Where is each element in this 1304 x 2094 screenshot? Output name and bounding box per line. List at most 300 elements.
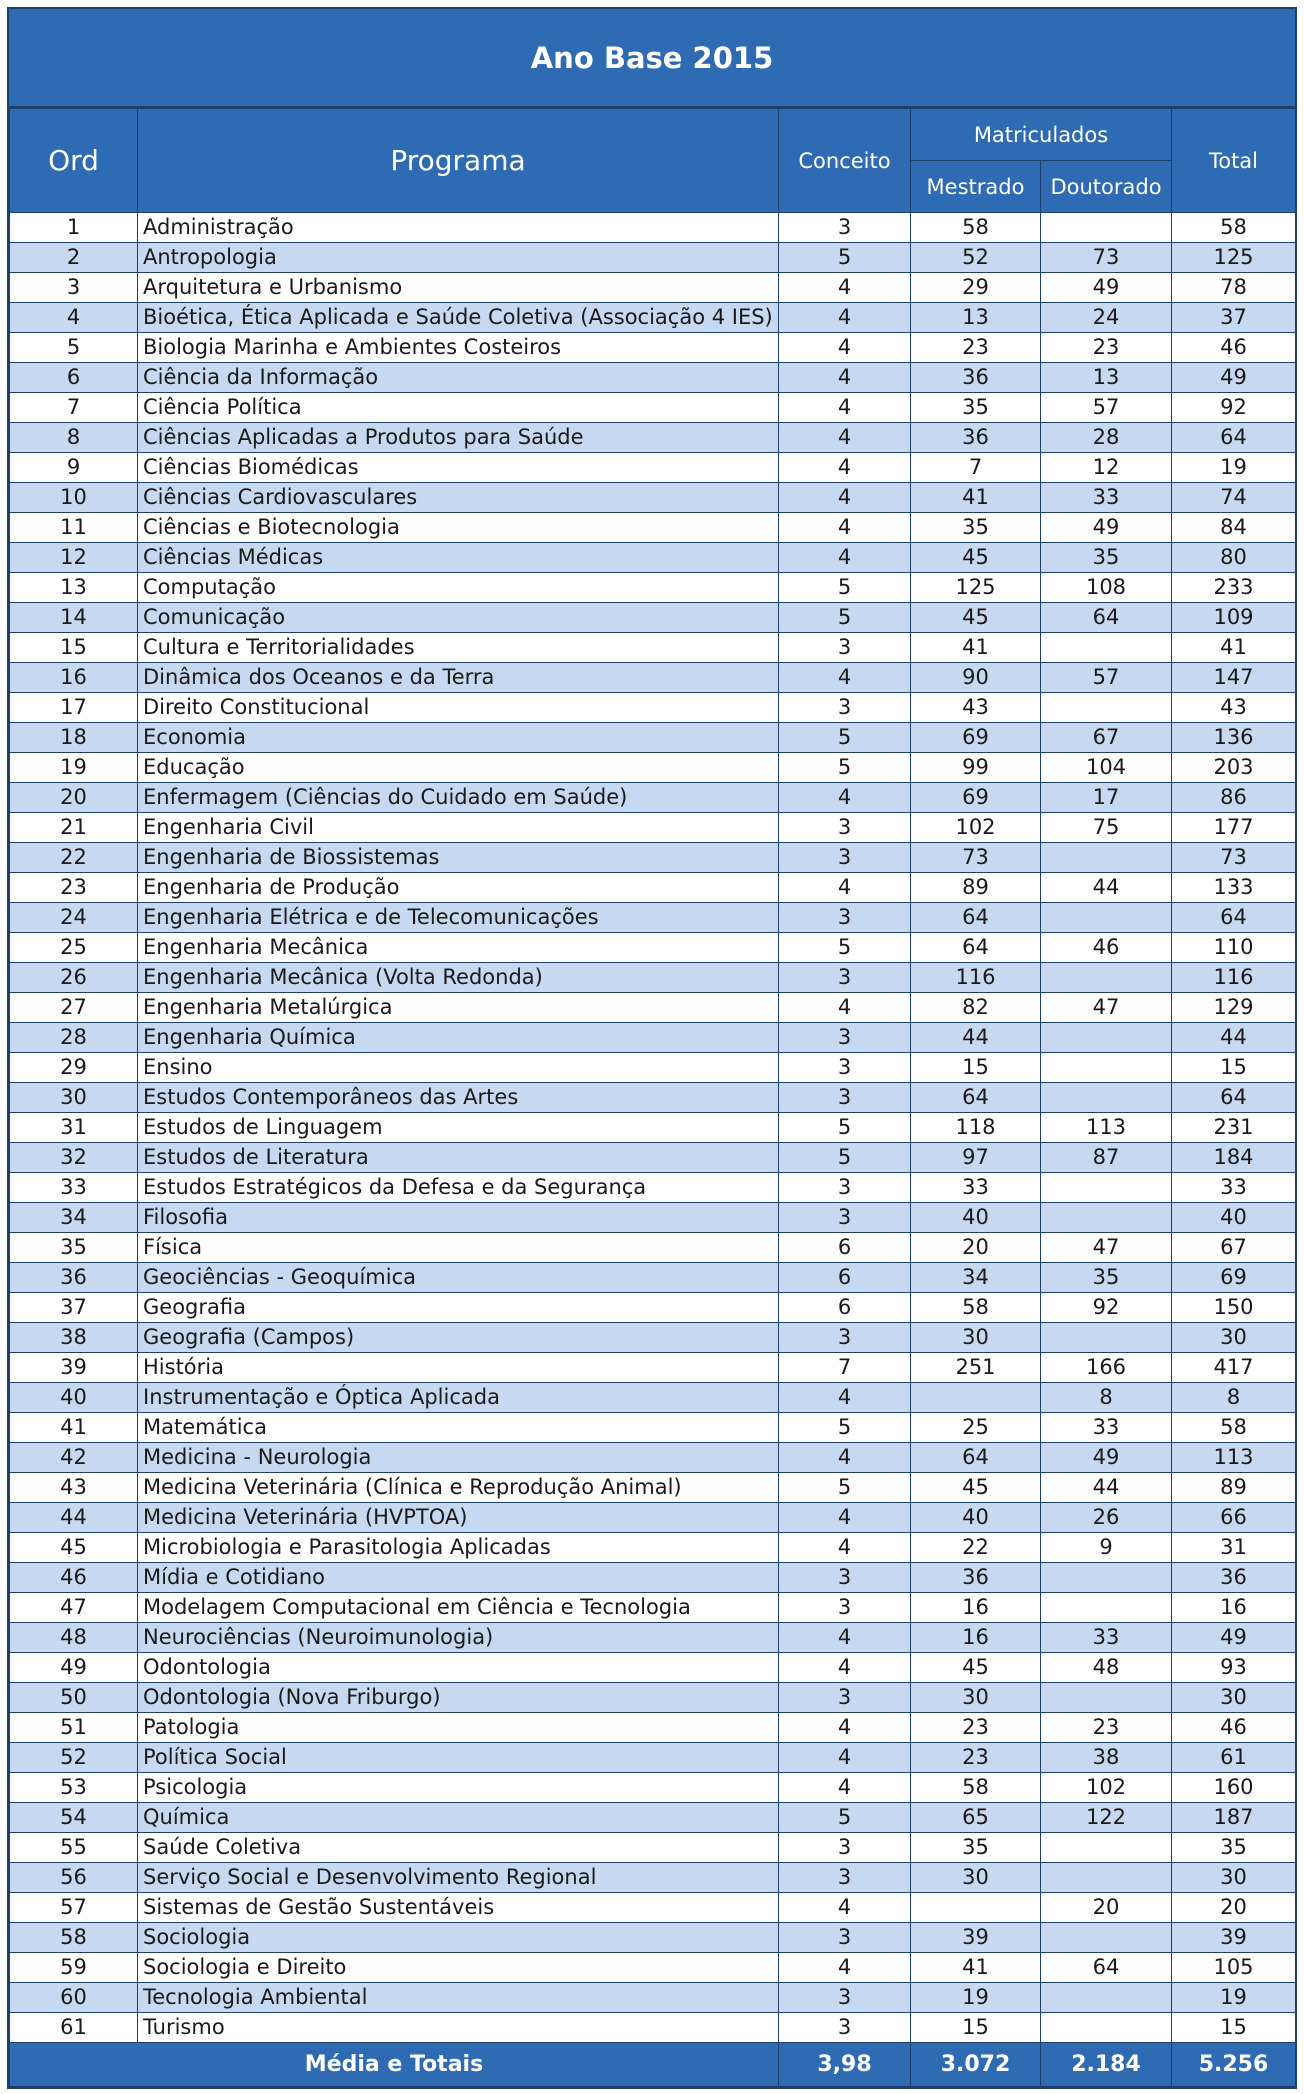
cell-mestrado [911, 1893, 1041, 1923]
cell-doutorado: 24 [1041, 303, 1172, 333]
cell-programa: Estudos de Literatura [138, 1143, 779, 1173]
cell-doutorado [1041, 1023, 1172, 1053]
cell-conceito: 6 [779, 1263, 911, 1293]
cell-conceito: 5 [779, 1143, 911, 1173]
cell-ord: 3 [10, 273, 138, 303]
cell-mestrado: 58 [911, 1773, 1041, 1803]
cell-ord: 27 [10, 993, 138, 1023]
table-row [10, 1443, 1296, 1473]
cell-total: 58 [1172, 1413, 1296, 1443]
cell-programa: Medicina - Neurologia [138, 1443, 779, 1473]
cell-mestrado: 41 [911, 483, 1041, 513]
cell-ord: 52 [10, 1743, 138, 1773]
cell-programa: Comunicação [138, 603, 779, 633]
cell-conceito: 3 [779, 1593, 911, 1623]
totals-conceito: 3,98 [779, 2043, 911, 2087]
cell-ord: 39 [10, 1353, 138, 1383]
cell-programa: Cultura e Territorialidades [138, 633, 779, 663]
cell-doutorado: 26 [1041, 1503, 1172, 1533]
cell-conceito: 3 [779, 1683, 911, 1713]
cell-total: 15 [1172, 1053, 1296, 1083]
cell-ord: 6 [10, 363, 138, 393]
cell-programa: Administração [138, 213, 779, 243]
cell-doutorado: 49 [1041, 1443, 1172, 1473]
cell-doutorado: 17 [1041, 783, 1172, 813]
table-row [10, 363, 1296, 393]
cell-programa: Bioética, Ética Aplicada e Saúde Coletiva (Associação 4 IES) [138, 303, 779, 333]
cell-ord: 11 [10, 513, 138, 543]
cell-doutorado: 49 [1041, 273, 1172, 303]
table-row [10, 1473, 1296, 1503]
cell-mestrado: 45 [911, 543, 1041, 573]
cell-mestrado: 36 [911, 423, 1041, 453]
table-row [10, 1833, 1296, 1863]
cell-programa: Engenharia Civil [138, 813, 779, 843]
header-doutorado: Doutorado [1041, 161, 1172, 213]
cell-conceito: 4 [779, 273, 911, 303]
table-row [10, 543, 1296, 573]
cell-conceito: 4 [779, 333, 911, 363]
table-row [10, 1593, 1296, 1623]
cell-conceito: 4 [779, 393, 911, 423]
cell-doutorado: 102 [1041, 1773, 1172, 1803]
cell-total: 33 [1172, 1173, 1296, 1203]
cell-conceito: 4 [779, 483, 911, 513]
cell-ord: 7 [10, 393, 138, 423]
cell-total: 233 [1172, 573, 1296, 603]
cell-total: 184 [1172, 1143, 1296, 1173]
table-row [10, 1863, 1296, 1893]
cell-doutorado: 46 [1041, 933, 1172, 963]
cell-conceito: 4 [779, 543, 911, 573]
cell-programa: Ciências e Biotecnologia [138, 513, 779, 543]
cell-programa: Enfermagem (Ciências do Cuidado em Saúde) [138, 783, 779, 813]
cell-doutorado: 75 [1041, 813, 1172, 843]
table-row [10, 1113, 1296, 1143]
cell-mestrado: 58 [911, 1293, 1041, 1323]
cell-mestrado: 102 [911, 813, 1041, 843]
cell-ord: 19 [10, 753, 138, 783]
cell-mestrado: 30 [911, 1323, 1041, 1353]
cell-programa: Engenharia Metalúrgica [138, 993, 779, 1023]
header-matriculados: Matriculados [911, 109, 1172, 161]
cell-ord: 25 [10, 933, 138, 963]
cell-mestrado: 82 [911, 993, 1041, 1023]
cell-mestrado: 45 [911, 1473, 1041, 1503]
cell-mestrado: 33 [911, 1173, 1041, 1203]
cell-ord: 53 [10, 1773, 138, 1803]
cell-conceito: 5 [779, 1413, 911, 1443]
cell-ord: 43 [10, 1473, 138, 1503]
cell-programa: Engenharia Mecânica [138, 933, 779, 963]
table-row [10, 573, 1296, 603]
cell-doutorado: 113 [1041, 1113, 1172, 1143]
cell-doutorado: 23 [1041, 1713, 1172, 1743]
header-programa: Programa [138, 109, 779, 213]
table-row [10, 1233, 1296, 1263]
cell-total: 105 [1172, 1953, 1296, 1983]
cell-doutorado: 20 [1041, 1893, 1172, 1923]
cell-programa: Patologia [138, 1713, 779, 1743]
cell-conceito: 5 [779, 1113, 911, 1143]
cell-conceito: 4 [779, 1503, 911, 1533]
table-row [10, 303, 1296, 333]
cell-ord: 36 [10, 1263, 138, 1293]
cell-mestrado: 39 [911, 1923, 1041, 1953]
cell-doutorado: 44 [1041, 873, 1172, 903]
cell-conceito: 6 [779, 1293, 911, 1323]
table-row [10, 423, 1296, 453]
cell-doutorado: 23 [1041, 333, 1172, 363]
cell-mestrado: 30 [911, 1863, 1041, 1893]
enrollment-table [9, 108, 1296, 2087]
table-row [10, 1293, 1296, 1323]
cell-doutorado: 44 [1041, 1473, 1172, 1503]
cell-total: 80 [1172, 543, 1296, 573]
cell-doutorado [1041, 1053, 1172, 1083]
cell-total: 84 [1172, 513, 1296, 543]
table-row [10, 1923, 1296, 1953]
cell-doutorado: 33 [1041, 483, 1172, 513]
cell-mestrado: 29 [911, 273, 1041, 303]
cell-ord: 41 [10, 1413, 138, 1443]
cell-total: 69 [1172, 1263, 1296, 1293]
table-row [10, 1143, 1296, 1173]
cell-doutorado [1041, 903, 1172, 933]
cell-conceito: 4 [779, 1533, 911, 1563]
cell-conceito: 3 [779, 1023, 911, 1053]
cell-total: 64 [1172, 903, 1296, 933]
cell-ord: 34 [10, 1203, 138, 1233]
totals-mestrado: 3.072 [911, 2043, 1041, 2087]
cell-programa: Estudos Contemporâneos das Artes [138, 1083, 779, 1113]
cell-doutorado [1041, 693, 1172, 723]
cell-ord: 58 [10, 1923, 138, 1953]
cell-programa: Mídia e Cotidiano [138, 1563, 779, 1593]
cell-ord: 46 [10, 1563, 138, 1593]
cell-doutorado [1041, 1173, 1172, 1203]
cell-programa: Instrumentação e Óptica Aplicada [138, 1383, 779, 1413]
cell-ord: 60 [10, 1983, 138, 2013]
cell-mestrado: 35 [911, 1833, 1041, 1863]
cell-doutorado: 35 [1041, 543, 1172, 573]
cell-total: 8 [1172, 1383, 1296, 1413]
cell-mestrado: 116 [911, 963, 1041, 993]
cell-ord: 13 [10, 573, 138, 603]
cell-ord: 44 [10, 1503, 138, 1533]
cell-doutorado: 13 [1041, 363, 1172, 393]
cell-mestrado: 41 [911, 1953, 1041, 1983]
cell-conceito: 4 [779, 783, 911, 813]
cell-total: 31 [1172, 1533, 1296, 1563]
cell-conceito: 4 [779, 363, 911, 393]
cell-conceito: 3 [779, 1563, 911, 1593]
cell-mestrado: 45 [911, 603, 1041, 633]
cell-ord: 54 [10, 1803, 138, 1833]
cell-doutorado [1041, 213, 1172, 243]
cell-ord: 61 [10, 2013, 138, 2043]
cell-mestrado: 41 [911, 633, 1041, 663]
table-row [10, 513, 1296, 543]
cell-doutorado: 92 [1041, 1293, 1172, 1323]
cell-ord: 49 [10, 1653, 138, 1683]
cell-mestrado: 35 [911, 513, 1041, 543]
cell-doutorado [1041, 1923, 1172, 1953]
cell-programa: Ciência da Informação [138, 363, 779, 393]
cell-programa: Sociologia [138, 1923, 779, 1953]
cell-doutorado [1041, 963, 1172, 993]
cell-conceito: 4 [779, 663, 911, 693]
cell-doutorado: 9 [1041, 1533, 1172, 1563]
cell-total: 36 [1172, 1563, 1296, 1593]
table-row [10, 1953, 1296, 1983]
cell-conceito: 7 [779, 1353, 911, 1383]
cell-conceito: 5 [779, 573, 911, 603]
cell-mestrado: 43 [911, 693, 1041, 723]
cell-programa: Geografia (Campos) [138, 1323, 779, 1353]
table-row [10, 1563, 1296, 1593]
cell-mestrado: 16 [911, 1593, 1041, 1623]
cell-total: 30 [1172, 1683, 1296, 1713]
cell-mestrado: 69 [911, 723, 1041, 753]
cell-conceito: 3 [779, 633, 911, 663]
cell-conceito: 5 [779, 603, 911, 633]
table-row [10, 453, 1296, 483]
cell-ord: 12 [10, 543, 138, 573]
cell-conceito: 3 [779, 843, 911, 873]
cell-conceito: 3 [779, 2013, 911, 2043]
cell-total: 417 [1172, 1353, 1296, 1383]
table-row [10, 873, 1296, 903]
cell-mestrado: 15 [911, 1053, 1041, 1083]
page-title: Ano Base 2015 [9, 9, 1295, 108]
cell-programa: Ensino [138, 1053, 779, 1083]
cell-ord: 24 [10, 903, 138, 933]
cell-conceito: 3 [779, 1173, 911, 1203]
cell-total: 20 [1172, 1893, 1296, 1923]
table-row [10, 1893, 1296, 1923]
cell-conceito: 3 [779, 1923, 911, 1953]
table-row [10, 1713, 1296, 1743]
cell-mestrado: 16 [911, 1623, 1041, 1653]
cell-total: 15 [1172, 2013, 1296, 2043]
cell-programa: Educação [138, 753, 779, 783]
table-row [10, 843, 1296, 873]
table-row [10, 663, 1296, 693]
cell-ord: 33 [10, 1173, 138, 1203]
cell-total: 116 [1172, 963, 1296, 993]
cell-mestrado: 118 [911, 1113, 1041, 1143]
cell-total: 40 [1172, 1203, 1296, 1233]
cell-programa: Dinâmica dos Oceanos e da Terra [138, 663, 779, 693]
cell-total: 136 [1172, 723, 1296, 753]
cell-total: 93 [1172, 1653, 1296, 1683]
cell-doutorado [1041, 1683, 1172, 1713]
cell-mestrado: 20 [911, 1233, 1041, 1263]
cell-conceito: 4 [779, 303, 911, 333]
table-row [10, 1803, 1296, 1833]
cell-ord: 2 [10, 243, 138, 273]
header-total: Total [1172, 109, 1296, 213]
cell-conceito: 4 [779, 453, 911, 483]
table-row [10, 813, 1296, 843]
cell-total: 160 [1172, 1773, 1296, 1803]
cell-programa: Sistemas de Gestão Sustentáveis [138, 1893, 779, 1923]
cell-mestrado [911, 1383, 1041, 1413]
cell-conceito: 3 [779, 693, 911, 723]
cell-programa: Ciências Biomédicas [138, 453, 779, 483]
cell-doutorado: 57 [1041, 393, 1172, 423]
cell-total: 46 [1172, 1713, 1296, 1743]
cell-mestrado: 34 [911, 1263, 1041, 1293]
cell-programa: Direito Constitucional [138, 693, 779, 723]
table-row [10, 1683, 1296, 1713]
cell-total: 64 [1172, 1083, 1296, 1113]
cell-programa: Estudos de Linguagem [138, 1113, 779, 1143]
cell-programa: Física [138, 1233, 779, 1263]
cell-total: 150 [1172, 1293, 1296, 1323]
cell-mestrado: 40 [911, 1503, 1041, 1533]
cell-ord: 14 [10, 603, 138, 633]
enrollment-table-sheet [7, 7, 1297, 2089]
cell-doutorado [1041, 843, 1172, 873]
cell-doutorado [1041, 1323, 1172, 1353]
cell-ord: 59 [10, 1953, 138, 1983]
cell-total: 41 [1172, 633, 1296, 663]
cell-doutorado: 12 [1041, 453, 1172, 483]
cell-programa: Engenharia Mecânica (Volta Redonda) [138, 963, 779, 993]
cell-mestrado: 44 [911, 1023, 1041, 1053]
table-row [10, 1413, 1296, 1443]
cell-doutorado: 33 [1041, 1413, 1172, 1443]
cell-conceito: 3 [779, 213, 911, 243]
cell-programa: Tecnologia Ambiental [138, 1983, 779, 2013]
cell-ord: 10 [10, 483, 138, 513]
cell-total: 46 [1172, 333, 1296, 363]
cell-total: 129 [1172, 993, 1296, 1023]
cell-ord: 4 [10, 303, 138, 333]
cell-total: 78 [1172, 273, 1296, 303]
table-row [10, 993, 1296, 1023]
cell-programa: Antropologia [138, 243, 779, 273]
table-row [10, 1533, 1296, 1563]
cell-programa: Neurociências (Neuroimunologia) [138, 1623, 779, 1653]
table-row [10, 933, 1296, 963]
cell-mestrado: 25 [911, 1413, 1041, 1443]
table-row [10, 1053, 1296, 1083]
cell-conceito: 3 [779, 1863, 911, 1893]
table-row [10, 393, 1296, 423]
cell-conceito: 4 [779, 423, 911, 453]
cell-ord: 28 [10, 1023, 138, 1053]
cell-mestrado: 64 [911, 1443, 1041, 1473]
cell-programa: Computação [138, 573, 779, 603]
cell-programa: Ciência Política [138, 393, 779, 423]
cell-ord: 48 [10, 1623, 138, 1653]
cell-programa: História [138, 1353, 779, 1383]
table-row [10, 903, 1296, 933]
cell-doutorado: 49 [1041, 513, 1172, 543]
cell-conceito: 4 [779, 873, 911, 903]
cell-ord: 23 [10, 873, 138, 903]
cell-ord: 56 [10, 1863, 138, 1893]
table-row [10, 1323, 1296, 1353]
cell-programa: Geografia [138, 1293, 779, 1323]
cell-programa: Engenharia Química [138, 1023, 779, 1053]
cell-doutorado: 33 [1041, 1623, 1172, 1653]
cell-ord: 32 [10, 1143, 138, 1173]
cell-mestrado: 251 [911, 1353, 1041, 1383]
cell-programa: Geociências - Geoquímica [138, 1263, 779, 1293]
cell-total: 177 [1172, 813, 1296, 843]
cell-doutorado: 73 [1041, 243, 1172, 273]
cell-programa: Odontologia [138, 1653, 779, 1683]
table-row [10, 333, 1296, 363]
cell-mestrado: 125 [911, 573, 1041, 603]
table-row [10, 753, 1296, 783]
cell-conceito: 4 [779, 1773, 911, 1803]
cell-mestrado: 7 [911, 453, 1041, 483]
cell-conceito: 3 [779, 813, 911, 843]
cell-total: 37 [1172, 303, 1296, 333]
cell-conceito: 4 [779, 1383, 911, 1413]
cell-total: 125 [1172, 243, 1296, 273]
cell-ord: 50 [10, 1683, 138, 1713]
table-row [10, 1023, 1296, 1053]
cell-conceito: 3 [779, 1983, 911, 2013]
cell-mestrado: 40 [911, 1203, 1041, 1233]
cell-mestrado: 23 [911, 1713, 1041, 1743]
cell-mestrado: 65 [911, 1803, 1041, 1833]
cell-mestrado: 13 [911, 303, 1041, 333]
cell-total: 30 [1172, 1863, 1296, 1893]
table-row [10, 1503, 1296, 1533]
totals-total: 5.256 [1172, 2043, 1296, 2087]
cell-total: 203 [1172, 753, 1296, 783]
cell-mestrado: 89 [911, 873, 1041, 903]
cell-mestrado: 64 [911, 933, 1041, 963]
cell-total: 35 [1172, 1833, 1296, 1863]
cell-programa: Matemática [138, 1413, 779, 1443]
cell-mestrado: 52 [911, 243, 1041, 273]
cell-conceito: 5 [779, 933, 911, 963]
table-row [10, 273, 1296, 303]
table-row [10, 1983, 1296, 2013]
cell-programa: Microbiologia e Parasitologia Aplicadas [138, 1533, 779, 1563]
cell-total: 73 [1172, 843, 1296, 873]
cell-total: 64 [1172, 423, 1296, 453]
cell-ord: 17 [10, 693, 138, 723]
cell-conceito: 5 [779, 243, 911, 273]
table-row [10, 1773, 1296, 1803]
cell-doutorado: 67 [1041, 723, 1172, 753]
cell-programa: Política Social [138, 1743, 779, 1773]
cell-mestrado: 36 [911, 363, 1041, 393]
table-row [10, 723, 1296, 753]
cell-mestrado: 69 [911, 783, 1041, 813]
cell-ord: 22 [10, 843, 138, 873]
cell-ord: 30 [10, 1083, 138, 1113]
cell-ord: 37 [10, 1293, 138, 1323]
cell-doutorado [1041, 1863, 1172, 1893]
cell-ord: 9 [10, 453, 138, 483]
cell-mestrado: 99 [911, 753, 1041, 783]
cell-ord: 47 [10, 1593, 138, 1623]
table-row [10, 1173, 1296, 1203]
table-row [10, 963, 1296, 993]
cell-ord: 40 [10, 1383, 138, 1413]
table-row [10, 1203, 1296, 1233]
